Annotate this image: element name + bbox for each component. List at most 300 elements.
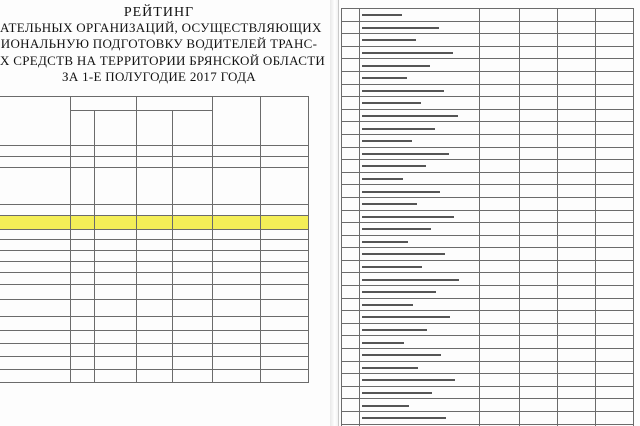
table-row — [0, 344, 309, 357]
value-cell — [558, 399, 596, 412]
value-cell — [342, 9, 360, 22]
value-cell — [520, 84, 558, 97]
value-cell — [520, 235, 558, 248]
value-cell — [95, 370, 137, 383]
organization-name-cell — [0, 300, 71, 317]
value-cell — [213, 146, 261, 157]
organization-name-cell — [360, 185, 480, 198]
table-row — [0, 205, 309, 216]
table-row — [342, 386, 634, 399]
value-cell — [71, 205, 95, 216]
value-cell — [137, 230, 173, 240]
illegible-text-mark — [362, 279, 459, 281]
value-cell — [480, 349, 520, 362]
organization-name-cell — [0, 357, 71, 370]
value-cell — [342, 122, 360, 135]
value-cell — [520, 349, 558, 362]
table-row — [0, 216, 309, 230]
header-cell — [137, 97, 213, 111]
value-cell — [558, 260, 596, 273]
organization-name-cell — [360, 349, 480, 362]
value-cell — [480, 160, 520, 173]
value-cell — [213, 157, 261, 168]
value-cell — [520, 374, 558, 387]
book-gutter — [330, 0, 338, 426]
value-cell — [342, 147, 360, 160]
value-cell — [173, 300, 213, 317]
value-cell — [173, 146, 213, 157]
value-cell — [596, 71, 634, 84]
value-cell — [596, 311, 634, 324]
value-cell — [213, 205, 261, 216]
illegible-text-mark — [362, 354, 441, 356]
table-row — [342, 59, 634, 72]
value-cell — [596, 323, 634, 336]
value-cell — [137, 146, 173, 157]
table-row — [342, 412, 634, 425]
value-cell — [173, 251, 213, 262]
organization-name-cell — [360, 412, 480, 425]
organization-name-cell — [360, 147, 480, 160]
table-row — [0, 146, 309, 157]
value-cell — [95, 317, 137, 331]
value-cell — [520, 412, 558, 425]
value-cell — [137, 157, 173, 168]
value-cell — [342, 349, 360, 362]
table-row — [342, 147, 634, 160]
value-cell — [137, 205, 173, 216]
value-cell — [520, 260, 558, 273]
value-cell — [261, 146, 309, 157]
value-cell — [173, 230, 213, 240]
value-cell — [480, 260, 520, 273]
organization-name-cell — [360, 84, 480, 97]
value-cell — [596, 97, 634, 110]
organization-name-cell — [360, 172, 480, 185]
value-cell — [520, 311, 558, 324]
table-row — [342, 323, 634, 336]
value-cell — [342, 197, 360, 210]
illegible-text-mark — [362, 77, 407, 79]
value-cell — [480, 311, 520, 324]
value-cell — [558, 71, 596, 84]
value-cell — [213, 285, 261, 300]
value-cell — [342, 286, 360, 299]
value-cell — [520, 97, 558, 110]
value-cell — [173, 344, 213, 357]
table-row — [342, 399, 634, 412]
illegible-text-mark — [362, 153, 449, 155]
value-cell — [261, 331, 309, 344]
value-cell — [480, 399, 520, 412]
value-cell — [480, 134, 520, 147]
value-cell — [558, 197, 596, 210]
value-cell — [480, 197, 520, 210]
value-cell — [558, 298, 596, 311]
value-cell — [596, 109, 634, 122]
value-cell — [480, 97, 520, 110]
organization-name-cell — [360, 21, 480, 34]
value-cell — [213, 357, 261, 370]
value-cell — [261, 168, 309, 205]
value-cell — [520, 336, 558, 349]
value-cell — [480, 172, 520, 185]
organization-name-cell — [360, 210, 480, 223]
value-cell — [558, 9, 596, 22]
organization-name-cell — [0, 240, 71, 251]
illegible-text-mark — [362, 90, 444, 92]
value-cell — [137, 168, 173, 205]
value-cell — [520, 21, 558, 34]
organization-name-cell — [0, 168, 71, 205]
value-cell — [342, 386, 360, 399]
value-cell — [596, 349, 634, 362]
title-line-5: ЗА 1-Е ПОЛУГОДИЕ 2017 ГОДА — [62, 69, 256, 84]
table-row — [342, 298, 634, 311]
value-cell — [596, 386, 634, 399]
value-cell — [480, 298, 520, 311]
value-cell — [480, 286, 520, 299]
value-cell — [213, 230, 261, 240]
value-cell — [520, 59, 558, 72]
table-body — [342, 9, 634, 426]
table-row — [342, 160, 634, 173]
table-row — [0, 262, 309, 273]
value-cell — [342, 84, 360, 97]
value-cell — [173, 205, 213, 216]
organization-name-cell — [0, 230, 71, 240]
value-cell — [95, 344, 137, 357]
illegible-text-mark — [362, 115, 458, 117]
value-cell — [95, 216, 137, 230]
illegible-text-mark — [362, 291, 436, 293]
value-cell — [596, 197, 634, 210]
organization-name-cell — [360, 323, 480, 336]
illegible-text-mark — [362, 128, 435, 130]
value-cell — [342, 235, 360, 248]
table-row — [0, 317, 309, 331]
value-cell — [342, 311, 360, 324]
organization-name-cell — [360, 109, 480, 122]
value-cell — [558, 412, 596, 425]
value-cell — [480, 59, 520, 72]
table-row — [0, 251, 309, 262]
organization-name-cell — [360, 286, 480, 299]
table-row — [342, 349, 634, 362]
table-row — [0, 285, 309, 300]
value-cell — [596, 235, 634, 248]
illegible-text-mark — [362, 14, 402, 16]
value-cell — [71, 273, 95, 285]
value-cell — [558, 235, 596, 248]
value-cell — [480, 336, 520, 349]
illegible-text-mark — [362, 65, 430, 67]
rating-table-left — [0, 96, 309, 383]
organization-name-cell — [360, 235, 480, 248]
value-cell — [71, 344, 95, 357]
value-cell — [520, 160, 558, 173]
value-cell — [596, 248, 634, 261]
table-row — [342, 286, 634, 299]
value-cell — [520, 147, 558, 160]
illegible-text-mark — [362, 241, 408, 243]
title-line-4: Х СРЕДСТВ НА ТЕРРИТОРИИ БРЯНСКОЙ ОБЛАСТИ — [0, 53, 326, 68]
value-cell — [95, 205, 137, 216]
table-row — [342, 311, 634, 324]
table-row — [0, 273, 309, 285]
value-cell — [261, 285, 309, 300]
value-cell — [342, 273, 360, 286]
value-cell — [261, 251, 309, 262]
value-cell — [342, 109, 360, 122]
value-cell — [558, 122, 596, 135]
value-cell — [558, 84, 596, 97]
value-cell — [596, 34, 634, 47]
document-title: РЕЙТИНГ — [123, 5, 195, 20]
value-cell — [173, 262, 213, 273]
value-cell — [558, 374, 596, 387]
value-cell — [480, 412, 520, 425]
value-cell — [596, 412, 634, 425]
value-cell — [213, 300, 261, 317]
organization-name-cell — [360, 273, 480, 286]
value-cell — [520, 122, 558, 135]
value-cell — [558, 134, 596, 147]
value-cell — [480, 34, 520, 47]
value-cell — [261, 317, 309, 331]
value-cell — [71, 251, 95, 262]
organization-name-cell — [0, 146, 71, 157]
value-cell — [342, 21, 360, 34]
organization-name-cell — [360, 197, 480, 210]
value-cell — [213, 251, 261, 262]
organization-name-cell — [360, 71, 480, 84]
value-cell — [520, 134, 558, 147]
value-cell — [261, 273, 309, 285]
value-cell — [71, 146, 95, 157]
organization-name-cell — [0, 273, 71, 285]
table-row — [0, 240, 309, 251]
value-cell — [480, 21, 520, 34]
organization-name-cell — [360, 386, 480, 399]
value-cell — [520, 210, 558, 223]
value-cell — [596, 298, 634, 311]
value-cell — [480, 109, 520, 122]
value-cell — [261, 300, 309, 317]
value-cell — [342, 223, 360, 236]
organization-name-cell — [360, 399, 480, 412]
value-cell — [137, 357, 173, 370]
value-cell — [137, 216, 173, 230]
organization-name-cell — [0, 285, 71, 300]
value-cell — [71, 370, 95, 383]
header-cell — [137, 111, 173, 146]
value-cell — [520, 71, 558, 84]
value-cell — [342, 374, 360, 387]
value-cell — [596, 336, 634, 349]
value-cell — [261, 205, 309, 216]
value-cell — [71, 300, 95, 317]
value-cell — [596, 374, 634, 387]
value-cell — [71, 240, 95, 251]
value-cell — [480, 210, 520, 223]
table-row — [342, 109, 634, 122]
illegible-text-mark — [362, 342, 404, 344]
table-body — [0, 146, 309, 383]
value-cell — [342, 323, 360, 336]
organization-name-cell — [0, 251, 71, 262]
value-cell — [520, 172, 558, 185]
value-cell — [480, 386, 520, 399]
value-cell — [342, 260, 360, 273]
value-cell — [342, 59, 360, 72]
value-cell — [596, 59, 634, 72]
value-cell — [596, 210, 634, 223]
value-cell — [520, 323, 558, 336]
value-cell — [596, 147, 634, 160]
value-cell — [137, 300, 173, 317]
table-row — [342, 210, 634, 223]
value-cell — [520, 46, 558, 59]
organization-name-cell — [360, 160, 480, 173]
value-cell — [173, 168, 213, 205]
value-cell — [558, 34, 596, 47]
value-cell — [342, 361, 360, 374]
value-cell — [213, 331, 261, 344]
illegible-text-mark — [362, 191, 440, 193]
illegible-text-mark — [362, 178, 403, 180]
value-cell — [558, 97, 596, 110]
illegible-text-mark — [362, 405, 409, 407]
organization-name-cell — [360, 374, 480, 387]
value-cell — [558, 210, 596, 223]
illegible-text-mark — [362, 304, 413, 306]
value-cell — [137, 331, 173, 344]
title-line-3: ИОНАЛЬНУЮ ПОДГОТОВКУ ВОДИТЕЛЕЙ ТРАНС- — [0, 36, 318, 51]
rating-table-right — [341, 8, 634, 426]
value-cell — [173, 216, 213, 230]
header-cell — [213, 97, 261, 146]
organization-name-cell — [0, 205, 71, 216]
organization-name-cell — [360, 223, 480, 236]
value-cell — [596, 21, 634, 34]
value-cell — [558, 46, 596, 59]
value-cell — [342, 71, 360, 84]
value-cell — [480, 46, 520, 59]
value-cell — [558, 273, 596, 286]
table-row — [0, 168, 309, 205]
value-cell — [71, 357, 95, 370]
value-cell — [480, 374, 520, 387]
value-cell — [342, 46, 360, 59]
organization-name-cell — [360, 134, 480, 147]
organization-name-cell — [0, 317, 71, 331]
value-cell — [596, 84, 634, 97]
header-cell — [95, 111, 137, 146]
value-cell — [137, 370, 173, 383]
value-cell — [596, 260, 634, 273]
value-cell — [342, 210, 360, 223]
illegible-text-mark — [362, 203, 417, 205]
value-cell — [480, 71, 520, 84]
table-row — [342, 374, 634, 387]
value-cell — [520, 286, 558, 299]
value-cell — [520, 248, 558, 261]
value-cell — [520, 9, 558, 22]
table-row — [342, 46, 634, 59]
value-cell — [137, 262, 173, 273]
value-cell — [342, 172, 360, 185]
organization-name-cell — [360, 311, 480, 324]
value-cell — [137, 285, 173, 300]
value-cell — [596, 223, 634, 236]
value-cell — [95, 300, 137, 317]
value-cell — [213, 168, 261, 205]
value-cell — [342, 160, 360, 173]
value-cell — [95, 157, 137, 168]
value-cell — [71, 317, 95, 331]
value-cell — [520, 298, 558, 311]
table-row — [342, 260, 634, 273]
value-cell — [596, 185, 634, 198]
value-cell — [95, 230, 137, 240]
organization-name-cell — [0, 262, 71, 273]
value-cell — [95, 251, 137, 262]
organization-name-cell — [360, 248, 480, 261]
value-cell — [95, 168, 137, 205]
table-row — [0, 331, 309, 344]
value-cell — [342, 185, 360, 198]
value-cell — [558, 323, 596, 336]
value-cell — [342, 97, 360, 110]
value-cell — [558, 361, 596, 374]
value-cell — [95, 331, 137, 344]
value-cell — [520, 185, 558, 198]
organization-name-cell — [360, 59, 480, 72]
value-cell — [480, 84, 520, 97]
value-cell — [137, 251, 173, 262]
value-cell — [342, 34, 360, 47]
organization-name-cell — [0, 370, 71, 383]
illegible-text-mark — [362, 329, 427, 331]
organization-name-cell — [360, 361, 480, 374]
value-cell — [558, 160, 596, 173]
value-cell — [480, 235, 520, 248]
table-row — [342, 134, 634, 147]
table-row — [342, 172, 634, 185]
table-row — [0, 157, 309, 168]
value-cell — [596, 160, 634, 173]
value-cell — [520, 223, 558, 236]
value-cell — [261, 157, 309, 168]
value-cell — [558, 185, 596, 198]
illegible-text-mark — [362, 316, 450, 318]
table-row — [342, 71, 634, 84]
value-cell — [342, 336, 360, 349]
value-cell — [596, 399, 634, 412]
table-row — [342, 223, 634, 236]
value-cell — [137, 344, 173, 357]
organization-name-cell — [360, 122, 480, 135]
value-cell — [173, 317, 213, 331]
table-row — [342, 197, 634, 210]
value-cell — [342, 298, 360, 311]
value-cell — [173, 357, 213, 370]
value-cell — [596, 172, 634, 185]
illegible-text-mark — [362, 379, 455, 381]
value-cell — [173, 331, 213, 344]
organization-name-cell — [360, 298, 480, 311]
